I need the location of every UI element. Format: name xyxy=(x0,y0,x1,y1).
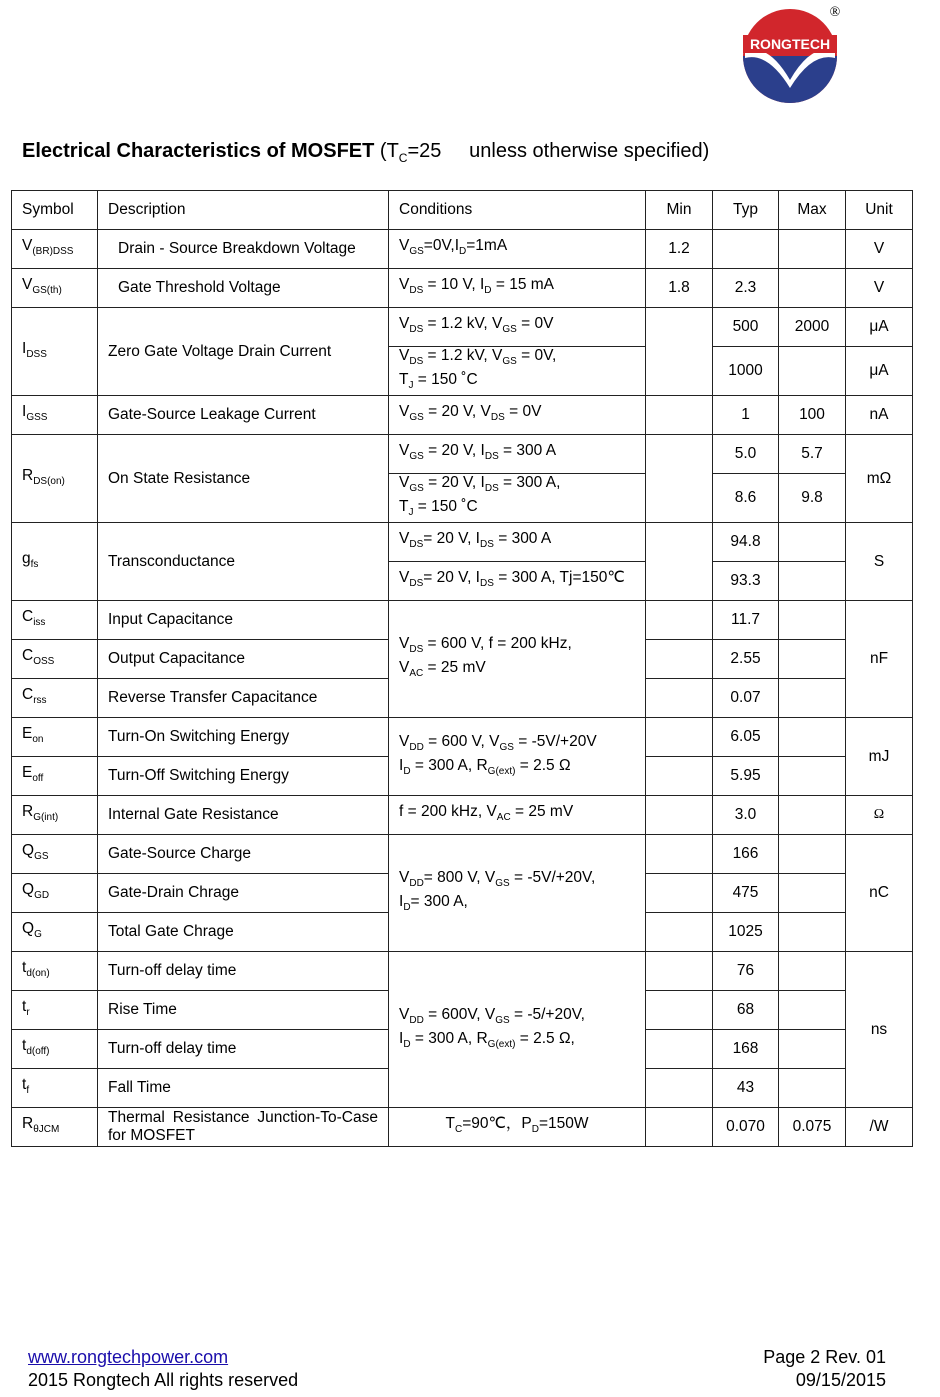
max-cell xyxy=(779,952,846,991)
typ-cell: 0.070 xyxy=(713,1108,779,1147)
header-cell: Min xyxy=(646,191,713,230)
description-cell: Turn-off delay time xyxy=(98,1030,389,1069)
symbol-cell: $Q_G$ xyxy=(12,913,98,952)
typ-cell: 6.05 xyxy=(713,718,779,757)
max-cell xyxy=(779,523,846,562)
typ-cell: 1 xyxy=(713,396,779,435)
symbol-cell: $E_{on}$ xyxy=(12,718,98,757)
typ-cell: 76 xyxy=(713,952,779,991)
title-rest: =25 unless otherwise specified) xyxy=(407,140,710,162)
unit-cell: /W xyxy=(846,1108,913,1147)
max-cell xyxy=(779,718,846,757)
description-cell: Output Capacitance xyxy=(98,640,389,679)
min-cell xyxy=(646,1108,713,1147)
symbol-cell: $C_{iss}$ xyxy=(12,601,98,640)
header-row xyxy=(12,191,913,230)
table-row xyxy=(12,835,913,874)
website-link[interactable]: www.rongtechpower.com xyxy=(28,1347,229,1367)
typ-cell: 168 xyxy=(713,1030,779,1069)
symbol-cell: $E_{off}$ xyxy=(12,757,98,796)
typ-cell: 2.55 xyxy=(713,640,779,679)
min-cell xyxy=(646,1030,713,1069)
header-cell: Unit xyxy=(846,191,913,230)
footer-right xyxy=(763,1346,886,1392)
min-cell xyxy=(646,874,713,913)
max-cell xyxy=(779,1030,846,1069)
conditions-cell: $V_{GS} = 20$ V, $I_{DS} = 300$ A, $T_J = 150$ ˚C xyxy=(389,474,646,523)
description-cell: Transconductance xyxy=(98,523,389,601)
max-cell xyxy=(779,757,846,796)
min-cell xyxy=(646,952,713,991)
conditions-cell: $V_{DS}= 20$ V, $I_{DS} = 300$ A xyxy=(389,523,646,562)
conditions-cell: $T_C=90℃$，$P_D=150W$ xyxy=(389,1108,646,1147)
description-cell: Reverse Transfer Capacitance xyxy=(98,679,389,718)
header-cell: Max xyxy=(779,191,846,230)
unit-cell: mJ xyxy=(846,718,913,796)
table-row xyxy=(12,523,913,562)
min-cell xyxy=(646,640,713,679)
typ-cell: 94.8 xyxy=(713,523,779,562)
unit-cell: ns xyxy=(846,952,913,1108)
max-cell: 5.7 xyxy=(779,435,846,474)
typ-cell: 0.07 xyxy=(713,679,779,718)
symbol-cell: $t_{d(off)}$ xyxy=(12,1030,98,1069)
typ-cell: 5.0 xyxy=(713,435,779,474)
max-cell xyxy=(779,347,846,396)
typ-cell: 68 xyxy=(713,991,779,1030)
description-cell: Turn-Off Switching Energy xyxy=(98,757,389,796)
unit-cell: V xyxy=(846,230,913,269)
description-cell: Gate-Source Charge xyxy=(98,835,389,874)
max-cell xyxy=(779,679,846,718)
unit-cell: Ω xyxy=(846,796,913,835)
header-cell: Symbol xyxy=(12,191,98,230)
min-cell xyxy=(646,601,713,640)
description-cell: Fall Time xyxy=(98,1069,389,1108)
logo-brand-text: RONGTECH xyxy=(749,36,831,52)
conditions-cell: $V_{GS}=0V,I_D=1mA$ xyxy=(389,230,646,269)
description-cell: Thermal Resistance Junction-To-Case for MOSFET xyxy=(98,1108,389,1147)
min-cell xyxy=(646,835,713,874)
description-cell: On State Resistance xyxy=(98,435,389,523)
min-cell xyxy=(646,396,713,435)
min-cell xyxy=(646,679,713,718)
conditions-cell: f = 200 kHz, $V_{AC} = 25$ mV xyxy=(389,796,646,835)
title-paren: (T xyxy=(379,140,399,162)
conditions-cell: $V_{DS}= 20$ V, $I_{DS} = 300$ A, Tj=150℃ xyxy=(389,562,646,601)
max-cell xyxy=(779,230,846,269)
rongtech-logo xyxy=(738,2,848,106)
min-cell xyxy=(646,308,713,396)
symbol-cell: $g_{fs}$ xyxy=(12,523,98,601)
description-cell: Gate-Drain Chrage xyxy=(98,874,389,913)
unit-cell: nF xyxy=(846,601,913,718)
table-row xyxy=(12,601,913,640)
min-cell xyxy=(646,991,713,1030)
unit-cell: V xyxy=(846,269,913,308)
unit-cell: nC xyxy=(846,835,913,952)
min-cell: 1.8 xyxy=(646,269,713,308)
symbol-cell: $R_{G(int)}$ xyxy=(12,796,98,835)
symbol-cell: $C_{rss}$ xyxy=(12,679,98,718)
min-cell xyxy=(646,435,713,523)
typ-cell: 166 xyxy=(713,835,779,874)
title-sub: C xyxy=(398,151,408,165)
symbol-cell: $t_r$ xyxy=(12,991,98,1030)
symbol-cell: $Q_{GS}$ xyxy=(12,835,98,874)
table-row xyxy=(12,1108,913,1147)
description-cell: Internal Gate Resistance xyxy=(98,796,389,835)
table-row xyxy=(12,230,913,269)
symbol-cell: $R_{DS(on)}$ xyxy=(12,435,98,523)
conditions-cell: $V_{DD} = 600$ V, $V_{GS} = -5V/+20V$ $I_D = 300$ A, $R_{G(ext)} = 2.5$ Ω xyxy=(389,718,646,796)
table-row xyxy=(12,952,913,991)
footer-left xyxy=(28,1346,298,1392)
typ-cell: 1000 xyxy=(713,347,779,396)
typ-cell: 3.0 xyxy=(713,796,779,835)
conditions-cell: $V_{GS} = 20$ V, $I_{DS} = 300$ A xyxy=(389,435,646,474)
min-cell xyxy=(646,1069,713,1108)
typ-cell: 2.3 xyxy=(713,269,779,308)
max-cell xyxy=(779,874,846,913)
conditions-cell: $V_{DD} = 600V$, $V_{GS} = -5/+20V$, $I_D = 300$ A, $R_{G(ext)} = 2.5$ Ω, xyxy=(389,952,646,1108)
description-cell: Input Capacitance xyxy=(98,601,389,640)
typ-cell: 93.3 xyxy=(713,562,779,601)
max-cell xyxy=(779,640,846,679)
max-cell xyxy=(779,991,846,1030)
min-cell xyxy=(646,718,713,757)
conditions-cell: $V_{GS} = 20$ V, $V_{DS} = 0V$ xyxy=(389,396,646,435)
table-row xyxy=(12,396,913,435)
symbol-cell: $t_{d(on)}$ xyxy=(12,952,98,991)
registered-mark: ® xyxy=(829,5,841,20)
symbol-cell: $R_{\theta JCM}$ xyxy=(12,1108,98,1147)
description-cell: Turn-off delay time xyxy=(98,952,389,991)
max-cell xyxy=(779,601,846,640)
table-row xyxy=(12,435,913,474)
min-cell xyxy=(646,796,713,835)
description-cell: Total Gate Chrage xyxy=(98,913,389,952)
symbol-cell: $C_{OSS}$ xyxy=(12,640,98,679)
page-revision: Page 2 Rev. 01 xyxy=(763,1347,886,1367)
typ-cell: 5.95 xyxy=(713,757,779,796)
min-cell xyxy=(646,523,713,601)
typ-cell: 43 xyxy=(713,1069,779,1108)
conditions-cell: $V_{DS} = 1.2$ kV, $V_{GS} = 0V$ xyxy=(389,308,646,347)
typ-cell: 11.7 xyxy=(713,601,779,640)
characteristics-table xyxy=(11,190,913,1147)
table-row xyxy=(12,308,913,347)
min-cell xyxy=(646,913,713,952)
typ-cell: 500 xyxy=(713,308,779,347)
table-row xyxy=(12,796,913,835)
typ-cell: 8.6 xyxy=(713,474,779,523)
description-cell: Zero Gate Voltage Drain Current xyxy=(98,308,389,396)
header-cell: Description xyxy=(98,191,389,230)
symbol-cell: $Q_{GD}$ xyxy=(12,874,98,913)
typ-cell: 475 xyxy=(713,874,779,913)
table-row xyxy=(12,718,913,757)
symbol-cell: $V_{GS(th)}$ xyxy=(12,269,98,308)
min-cell xyxy=(646,757,713,796)
symbol-cell: $I_{DSS}$ xyxy=(12,308,98,396)
unit-cell: S xyxy=(846,523,913,601)
max-cell xyxy=(779,913,846,952)
description-cell: Gate Threshold Voltage xyxy=(98,269,389,308)
min-cell: 1.2 xyxy=(646,230,713,269)
unit-cell: μA xyxy=(846,347,913,396)
conditions-cell: $V_{DS} = 10$ V, $I_D = 15$ mA xyxy=(389,269,646,308)
conditions-cell: $V_{DS} = 600$ V, f = 200 kHz, $V_{AC} = 25$ mV xyxy=(389,601,646,718)
table-row xyxy=(12,269,913,308)
symbol-cell: $t_f$ xyxy=(12,1069,98,1108)
symbol-cell: $I_{GSS}$ xyxy=(12,396,98,435)
description-cell: Drain - Source Breakdown Voltage xyxy=(98,230,389,269)
header-cell: Conditions xyxy=(389,191,646,230)
conditions-cell: $V_{DD}= 800$ V, $V_{GS} = -5V/+20V$, $I_D= 300$ A, xyxy=(389,835,646,952)
description-cell: Rise Time xyxy=(98,991,389,1030)
max-cell: 2000 xyxy=(779,308,846,347)
document-date: 09/15/2015 xyxy=(795,1370,886,1390)
max-cell xyxy=(779,562,846,601)
max-cell xyxy=(779,796,846,835)
max-cell: 0.075 xyxy=(779,1108,846,1147)
description-cell: Turn-On Switching Energy xyxy=(98,718,389,757)
header-cell: Typ xyxy=(713,191,779,230)
max-cell xyxy=(779,835,846,874)
title-bold: Electrical Characteristics of MOSFET xyxy=(22,140,375,162)
unit-cell: μA xyxy=(846,308,913,347)
copyright-text: 2015 Rongtech All rights reserved xyxy=(28,1370,299,1390)
description-cell: Gate-Source Leakage Current xyxy=(98,396,389,435)
page-title xyxy=(22,140,709,165)
conditions-cell: $V_{DS} = 1.2$ kV, $V_{GS} = 0V$, $T_J = 150$ ˚C xyxy=(389,347,646,396)
typ-cell xyxy=(713,230,779,269)
max-cell xyxy=(779,269,846,308)
unit-cell: mΩ xyxy=(846,435,913,523)
symbol-cell: $V_{(BR)DSS}$ xyxy=(12,230,98,269)
typ-cell: 1025 xyxy=(713,913,779,952)
max-cell: 9.8 xyxy=(779,474,846,523)
max-cell xyxy=(779,1069,846,1108)
unit-cell: nA xyxy=(846,396,913,435)
max-cell: 100 xyxy=(779,396,846,435)
